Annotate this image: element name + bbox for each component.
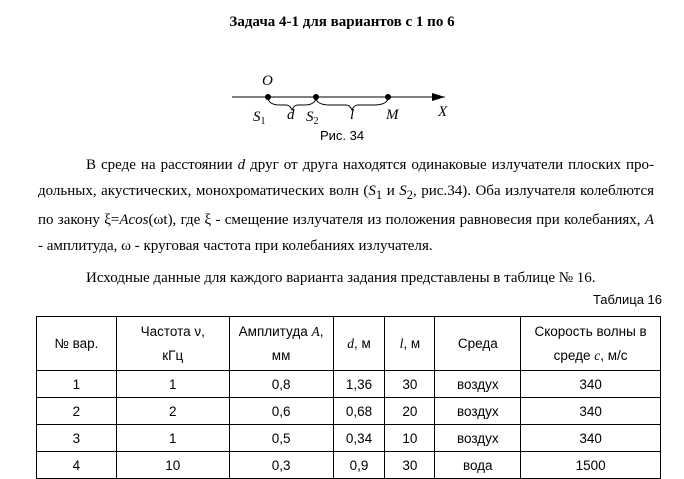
table-row [37,398,661,425]
table-cell: 2 [37,398,117,425]
table-cell: воздух [435,371,521,398]
table-cell: 1,36 [333,371,385,398]
table-cell: 340 [521,398,661,425]
table-cell: 1500 [521,452,661,479]
paragraph-2: Исходные данные для каждого варианта задания представлены в таблице № 16. [86,270,596,286]
label-d: d [287,107,295,123]
table-cell: 4 [37,452,117,479]
table-cell: 0,9 [333,452,385,479]
header-variant: № вар. [37,317,117,371]
header-speed: Скорость волны в среде c, м/с [521,317,661,371]
table-cell: 3 [37,425,117,452]
header-l: l, м [385,317,435,371]
table-row [37,452,661,479]
table-cell: 2 [116,398,229,425]
paragraph-1: В среде на расстоянии d друг от друга находятся одинаковые излучатели плоских про-дольных, акустических, монохроматических волн ($S_1$ и $S_2$, рис.34). Оба излучателя колеблются по закону ξ=Acos(ωt), где ξ - смещение излучателя из положения равновесия при колебаниях, A - амплитуда, ω - круговая частота при колебаниях излучателя. [38,157,655,254]
table-cell: 20 [385,398,435,425]
table-cell: 340 [521,425,661,452]
table-cell: 340 [521,371,661,398]
table-cell: 1 [116,371,229,398]
page-title: Задача 4-1 для вариантов с 1 по 6 [229,14,455,30]
header-d: d, м [333,317,385,371]
figure-caption: Рис. 34 [319,128,365,143]
table-row [37,425,661,452]
header-amplitude: Амплитуда A, мм [229,317,333,371]
table-cell: 10 [385,425,435,452]
label-s2: $S_2$ [306,109,319,127]
table-cell: 30 [385,452,435,479]
table-cell: 0,6 [229,398,333,425]
table-cell: 0,5 [229,425,333,452]
label-m: M [386,107,399,123]
label-l: l [350,107,355,123]
table-cell: 0,3 [229,452,333,479]
header-frequency: Частота ν, кГц [116,317,229,371]
table-cell: 0,34 [333,425,385,452]
table-row [37,371,661,398]
table-cell: 10 [116,452,229,479]
table-cell: 0,8 [229,371,333,398]
table-cell: 1 [37,371,117,398]
table-cell: 1 [116,425,229,452]
label-o: O [262,73,273,89]
label-x: X [438,104,448,120]
table-cell: вода [435,452,521,479]
table-cell: 30 [385,371,435,398]
table-caption: Таблица 16 [592,292,662,307]
data-table [36,316,661,479]
table-header-row [37,317,661,371]
x-axis-arrow [432,93,445,101]
table-cell: воздух [435,425,521,452]
label-s1: $S_1$ [253,109,266,127]
table-cell: воздух [435,398,521,425]
table-cell: 0,68 [333,398,385,425]
header-medium: Среда [435,317,521,371]
